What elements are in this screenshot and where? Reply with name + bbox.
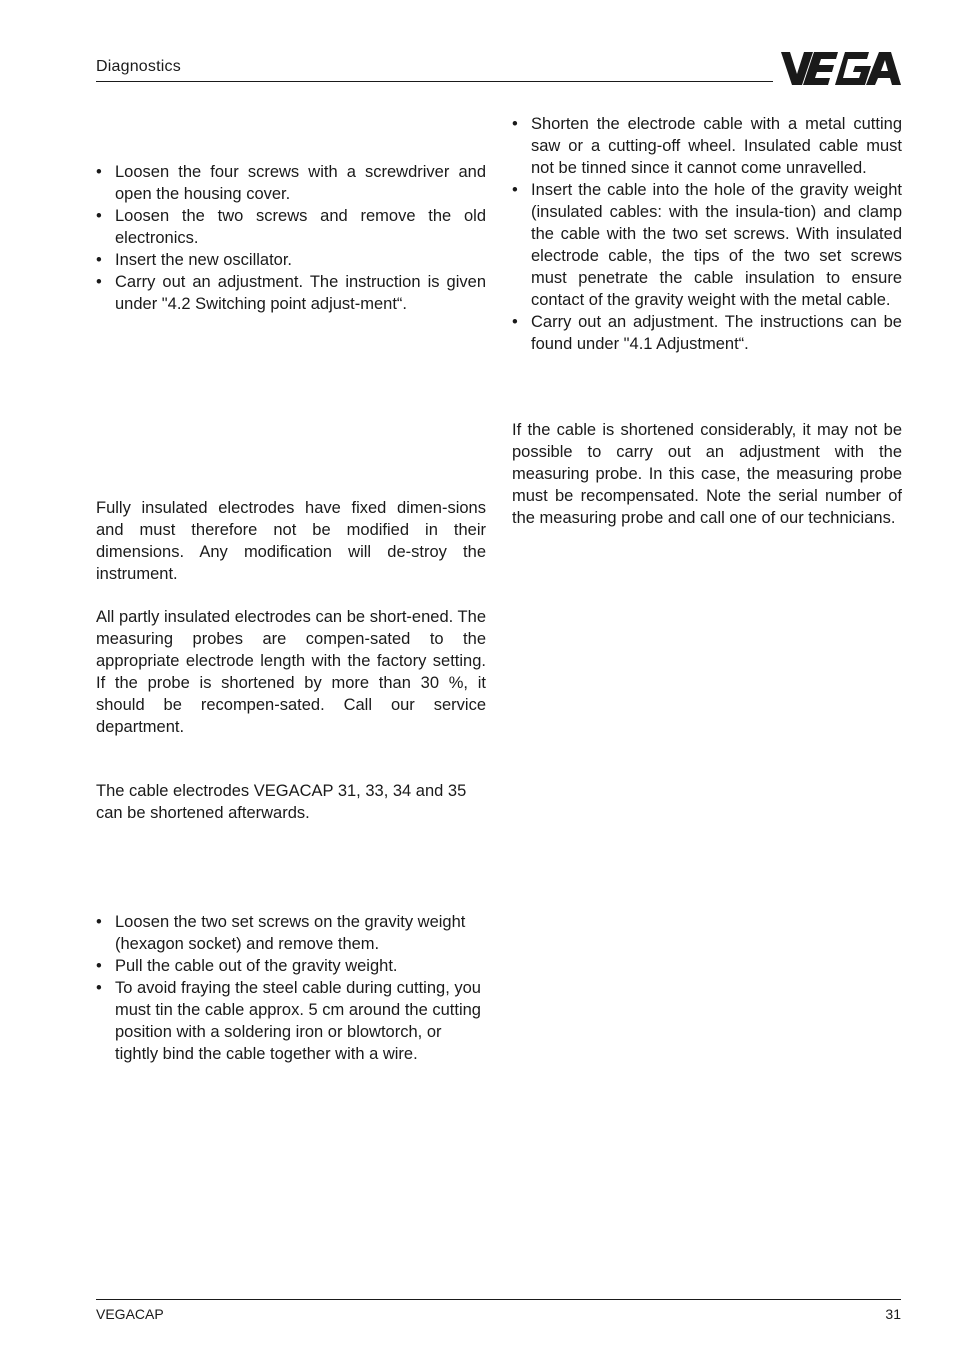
vega-logo xyxy=(781,52,901,85)
list-item: • Insert the new oscillator. xyxy=(96,249,486,271)
list-item: • Loosen the four screws with a screwdriver and open the housing cover. xyxy=(96,161,486,205)
cable-shortening-steps xyxy=(96,911,486,1065)
list-item: • Carry out an adjustment. The instruction is given under "4.2 Switching point adjust-ment“. xyxy=(96,271,486,315)
footer-rule xyxy=(96,1299,901,1300)
page-number: 31 xyxy=(885,1306,901,1322)
paragraph-cable-electrodes: The cable electrodes VEGACAP 31, 33, 34 and 35 can be shortened afterwards. xyxy=(96,782,467,822)
list-item: • Carry out an adjustment. The instructions can be found under "4.1 Adjustment“. xyxy=(512,311,902,355)
cable-steps-continued xyxy=(512,113,902,355)
list-item: • Loosen the two screws and remove the old electronics. xyxy=(96,205,486,249)
header-rule xyxy=(96,81,773,82)
paragraph-recompensation: If the cable is shortened considerably, it may not be possible to carry out an adjustment with the measuring probe. In this case, the measuring probe must be recompensated. Note the serial number of the measuring probe and call one of our technicians. xyxy=(512,421,902,527)
paragraph-fully-insulated: Fully insulated electrodes have fixed dimen-sions and must therefore not be modified in their dimensions. Any modification will de-stroy the instrument. xyxy=(96,499,486,583)
list-item: • To avoid fraying the steel cable during cutting, you must tin the cable approx. 5 cm around the cutting position with a soldering iron or blowtorch, or tightly bind the cable together with a wire. xyxy=(96,977,486,1065)
footer-product: VEGACAP xyxy=(96,1306,164,1322)
list-item: • Loosen the two set screws on the gravity weight (hexagon socket) and remove them. xyxy=(96,911,486,955)
paragraph-partly-insulated: All partly insulated electrodes can be short-ened. The measuring probes are compen-sated to the appropriate electrode length with the factory setting. If the probe is shortened by more than 30 %, it should be recompen-sated. Call our service department. xyxy=(96,608,486,736)
oscillator-steps xyxy=(96,161,486,315)
header-section-title: Diagnostics xyxy=(96,58,181,75)
list-item: • Insert the cable into the hole of the gravity weight (insulated cables: with the insula-tion) and clamp the cable with the two set screws. With insulated electrode cable, the tips of the two set screws must penetrate the cable insulation to ensure contact of the gravity weight with the metal cable. xyxy=(512,179,902,311)
list-item: • Pull the cable out of the gravity weight. xyxy=(96,955,486,977)
list-item: • Shorten the electrode cable with a metal cutting saw or a cutting-off wheel. Insulated cable must not be tinned since it cannot come unravelled. xyxy=(512,113,902,179)
